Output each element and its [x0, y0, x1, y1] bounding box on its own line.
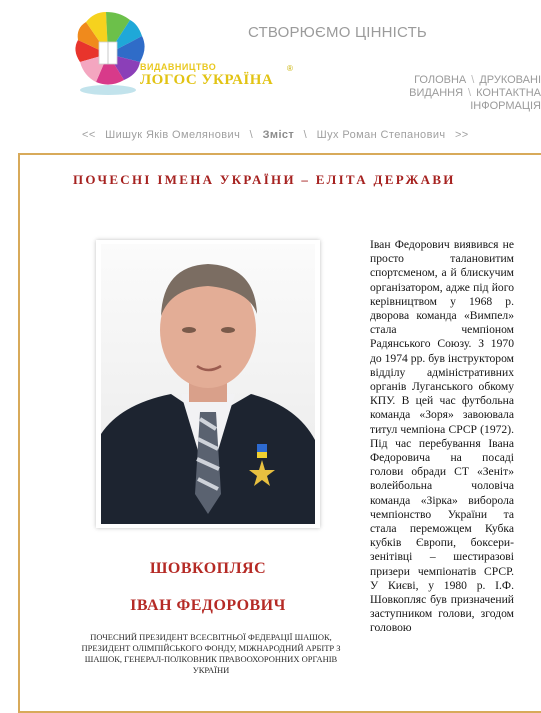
site-slogan: СТВОРЮЄМО ЦІННІСТЬ [248, 24, 427, 41]
nav-contact-info-link[interactable]: КОНТАКТНА ІНФОРМАЦІЯ [470, 87, 541, 112]
publisher-logo-icon[interactable] [66, 10, 150, 96]
breadcrumb-separator: \ [303, 129, 308, 141]
section-title: ПОЧЕСНІ ІМЕНА УКРАЇНИ – ЕЛІТА ДЕРЖАВИ [73, 172, 456, 187]
nav-separator: \ [471, 74, 475, 86]
nav-home-link[interactable]: ГОЛОВНА [414, 74, 467, 86]
breadcrumb-separator: \ [249, 129, 254, 141]
brand-tagline: ВИДАВНИЦТВО [140, 62, 217, 72]
next-person-link[interactable]: Шух Роман Степанович [316, 129, 446, 141]
person-surname: ШОВКОПЛЯС [149, 560, 267, 577]
nav-printed-editions-link[interactable]: ДРУКОВАНІ ВИДАННЯ [409, 74, 541, 99]
table-of-contents-link[interactable]: Зміст [262, 129, 295, 141]
article-text: Іван Федорович виявився не просто талановитим спортсменом, а й блискучим організатором, адже під його керівництвом у 1968 р. дворова команда «Вимпел» стала чемпіоном Радянського Союзу. З 1970 до 1974 рр. був інструктором відділу адміністративних органів Луганського обкому КПУ. В цей час футбольна команда «Зоря» завоювала титул чемпіона СРСР (1972). Під час перебування Івана Федоровича на посаді голови обради СТ «Зеніт» волейбольна чоловіча команда «Зірка» виборола чемпіонство України та стала переможцем Кубка кубків Європи, боксери-зенітівці – шестиразові призери чемпіонатів СРСР. У Києві, у 1980 р. І.Ф. Шовкопляс був призначений заступником голови, згодом головою [370, 238, 514, 635]
person-given-names: ІВАН ФЕДОРОВИЧ [130, 597, 286, 614]
person-titles: ПОЧЕСНИЙ ПРЕЗИДЕНТ ВСЕСВІТНЬОЇ ФЕДЕРАЦІЇ ШАШОК, ПРЕЗИДЕНТ ОЛІМПІЙСЬКОГО ФОНДУ, МІЖНАРОДНИЙ АРБІТР З ШАШОК, ГЕНЕРАЛ-ПОЛКОВНИК ПРАВООХОРОННИХ ОРГАНІВ УКРАЇНИ [81, 632, 341, 675]
prev-arrow-link[interactable]: << [82, 129, 96, 141]
portrait-photo [101, 244, 315, 524]
nav-separator: \ [468, 87, 472, 99]
brand-name[interactable]: ЛОГОС УКРАЇНА [140, 72, 274, 88]
registered-mark: ® [287, 64, 293, 73]
portrait-frame [96, 240, 320, 528]
top-navigation [381, 74, 541, 113]
next-arrow-link[interactable]: >> [454, 129, 469, 141]
prev-person-link[interactable]: Шишук Яків Омелянович [105, 129, 241, 141]
breadcrumb [82, 129, 475, 141]
